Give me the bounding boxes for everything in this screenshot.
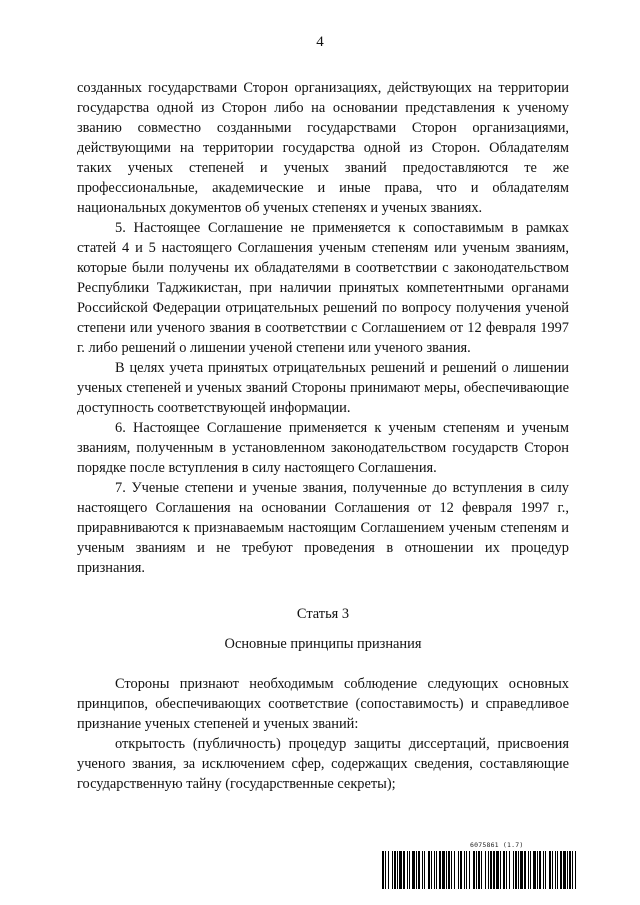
barcode-bar [567,851,568,889]
barcode-bar [466,851,467,889]
barcode-bar [394,851,396,889]
barcode-bar [557,851,558,889]
barcode-bar [424,851,425,889]
barcode-bar [409,851,410,889]
barcode-bar [418,851,420,889]
barcode-bar [552,851,553,889]
barcode-bar [446,851,447,889]
page-number: 4 [316,34,324,50]
barcode-bar [506,851,507,889]
barcode-bar [524,851,526,889]
barcode-bar [382,851,384,889]
paragraph-item-7: 7. Ученые степени и ученые звания, полученные до вступления в силу настоящего Соглашения на основании Соглашения от 12 февраля 1997 г., приравниваются к признаваемым настоящим Соглашением ученым степеням и ученым званиям и не требуют проведения в отношении их процедур признания. [77,480,569,576]
barcode-bar [436,851,437,889]
paragraph-openness: открытость (публичность) процедур защиты диссертаций, присвоения ученого звания, за исключением сфер, содержащих сведения, составляющие государственную тайну (государственные секреты); [77,736,569,792]
barcode-bar [503,851,505,889]
paragraph-item-5: 5. Настоящее Соглашение не применяется к сопоставимым в рамках статей 4 и 5 настоящего Соглашения ученым степеням или ученым званиям, которые были получены их обладателями в соответствии с законодательством Республики Таджикистан, при наличии принятых компетентными органами Российской Федерации отрицательных решений по вопросу получения ученой степени или ученого звания в соответствии с Соглашением от 12 февраля 1997 г. либо решений о лишении ученой степени или ученого звания. [77,220,569,356]
barcode-bar [481,851,482,889]
barcode-bar [451,851,452,889]
barcode-bar [439,851,441,889]
barcode-bar [537,851,538,889]
barcode-bar [528,851,529,889]
barcode-bar [490,851,492,889]
barcode-bar [416,851,417,889]
paragraph-negative-decisions: В целях учета принятых отрицательных решений и решений о лишении ученых степеней и ученых званий Стороны принимают меры, обеспечивающие доступность соответствующей информации. [77,360,569,416]
barcode-bar [460,851,462,889]
barcode-bar [478,851,480,889]
barcode-bar [488,851,489,889]
barcode-bar [473,851,475,889]
barcode-bar [549,851,551,889]
barcode-bar [496,851,499,889]
barcode-bar [385,851,386,889]
barcode-bar [518,851,519,889]
barcode-bar [555,851,556,889]
barcode-bar [448,851,450,889]
barcode-bar [545,851,546,889]
barcode-bar [513,851,514,889]
barcode-image [382,851,578,889]
barcode-block [382,841,578,891]
barcode-bar [572,851,573,889]
paragraph-principles-intro: Стороны признают необходимым соблюдение следующих основных принципов, обеспечивающих соответствие (сопоставимость) и справедливое признание ученых степеней и ученых званий: [77,676,569,732]
article-title: Статья 3 [296,606,350,622]
barcode-bar [442,851,445,889]
barcode-bar [399,851,402,889]
barcode-bar [493,851,495,889]
barcode-bar [560,851,562,889]
barcode-bar [500,851,501,889]
barcode-label: 6075861 (1.7) [470,841,524,849]
barcode-bar [476,851,477,889]
barcode-bar [464,851,465,889]
barcode-bar [454,851,455,889]
barcode-bar [539,851,541,889]
barcode-bar [431,851,432,889]
paragraph-continuation: созданных государствами Сторон организациях, действующих на территории государства одной из Сторон либо на основании представления к ученому званию совместно созданными государствами Сторон организациями, действующими на территории государства одной из Сторон. Обладателям таких ученых степеней и ученых званий предоставляются те же профессиональные, академические и иные права, что и обладателям национальных документов об ученых степенях и ученых званиях. [77,80,569,216]
barcode-bar [509,851,510,889]
barcode-bar [575,851,576,889]
barcode-bar [520,851,523,889]
barcode-bar [428,851,430,889]
barcode-bar [412,851,415,889]
barcode-bar [563,851,566,889]
barcode-bar [392,851,393,889]
barcode-bar [397,851,398,889]
barcode-bar [530,851,531,889]
barcode-bar [407,851,408,889]
barcode-bar [469,851,470,889]
barcode-bar [388,851,389,889]
barcode-bar [434,851,435,889]
barcode-bar [422,851,423,889]
article-subtitle: Основные принципы признания [224,636,422,652]
barcode-bar [569,851,571,889]
barcode-bar [533,851,536,889]
barcode-bar [485,851,486,889]
barcode-bar [403,851,405,889]
barcode-bar [515,851,517,889]
barcode-bar [543,851,544,889]
document-body [77,78,569,794]
barcode-bar [458,851,459,889]
paragraph-item-6: 6. Настоящее Соглашение применяется к ученым степеням и ученым званиям, полученным в установленном законодательством государств Сторон порядке после вступления в силу настоящего Соглашения. [77,420,569,476]
